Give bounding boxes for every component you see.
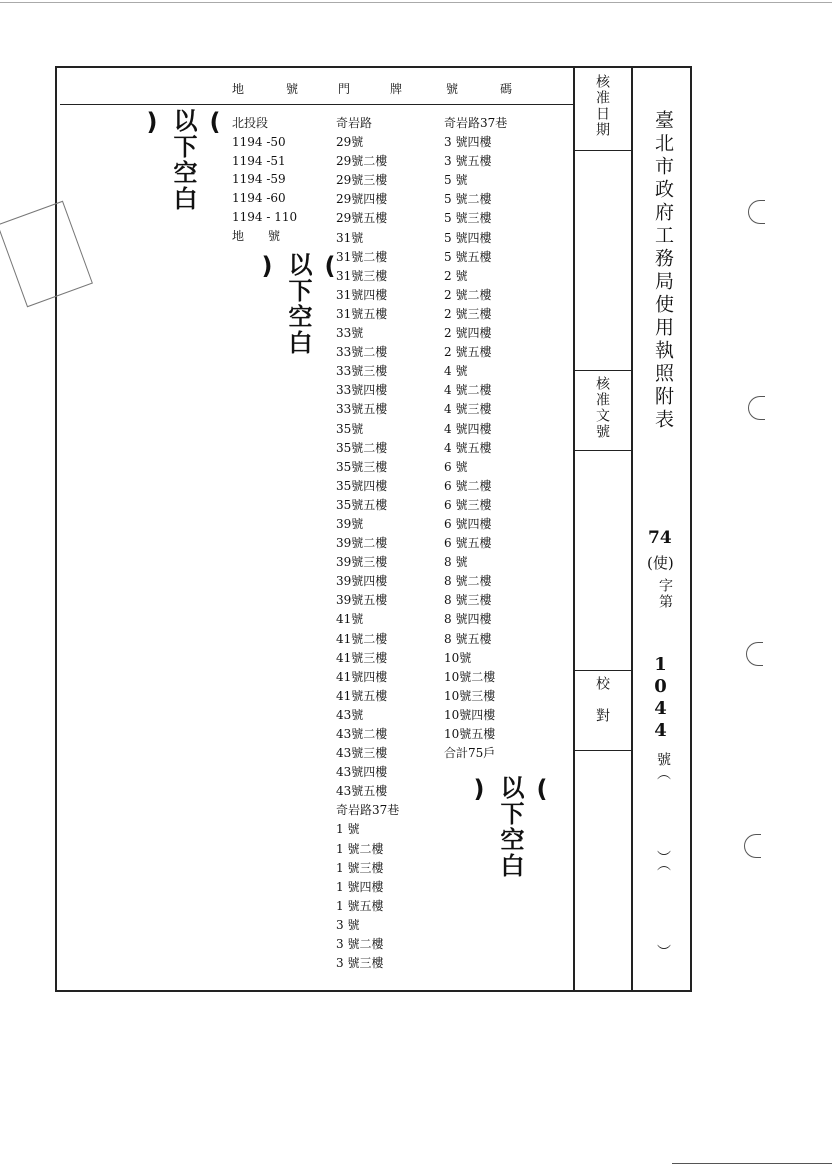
list-item: 奇岩路 — [336, 116, 373, 130]
list-item: 6 號二樓 — [444, 478, 492, 493]
list-item: 31號五樓 — [336, 306, 388, 321]
side-divider-3 — [575, 450, 632, 451]
list-item: 10號五樓 — [444, 727, 496, 741]
list-item: 33號四樓 — [336, 383, 388, 398]
list-item: 3 號 — [336, 917, 360, 932]
list-item: 1194 -60 — [232, 191, 286, 206]
list-item: 33號五樓 — [336, 402, 388, 417]
header-char-5: 號 — [446, 82, 460, 96]
list-item: 41號五樓 — [336, 688, 388, 703]
list-item: 33號二樓 — [336, 345, 388, 360]
list-item: 43號四樓 — [336, 765, 388, 780]
paren-pair: ）（ — [655, 850, 671, 871]
punch-hole-icon — [744, 834, 761, 858]
list-item: 39號四樓 — [336, 574, 388, 589]
list-item: 合計75戶 — [444, 746, 496, 761]
list-item: 41號四樓 — [336, 669, 388, 684]
list-item: 39號 — [336, 516, 364, 531]
list-item: 5 號三樓 — [444, 211, 492, 226]
list-item: 43號二樓 — [336, 727, 388, 741]
list-item: 8 號 — [444, 555, 468, 570]
list-item: 4 號二樓 — [444, 383, 492, 398]
header-char-1: 地 — [232, 82, 246, 96]
list-item: 10號三樓 — [444, 688, 496, 703]
list-item: 10號 — [444, 650, 472, 665]
form-title: 臺北市政府工務局使用執照附表 — [652, 110, 674, 432]
list-item: 2 號五樓 — [444, 345, 492, 360]
side-panel-right-border — [631, 66, 633, 992]
list-item: 4 號三樓 — [444, 402, 492, 417]
list-item: 1 號三樓 — [336, 860, 384, 875]
list-item: 41號三樓 — [336, 650, 388, 665]
approval-doc-label: 核准文號 — [594, 376, 610, 440]
list-item: 1 號四樓 — [336, 879, 384, 894]
list-item: 29號二樓 — [336, 154, 388, 169]
license-code: (使) — [647, 554, 674, 572]
punch-hole-icon — [746, 642, 763, 666]
side-divider-4 — [575, 670, 632, 671]
list-item: 35號三樓 — [336, 459, 388, 474]
year-number: 74 — [648, 528, 672, 548]
address-column-2 — [444, 114, 554, 763]
list-item: 29號五樓 — [336, 211, 388, 226]
header-char-4: 牌 — [390, 82, 404, 96]
list-item: 6 號 — [444, 459, 468, 474]
list-item: 4 號 — [444, 364, 468, 379]
list-item: 10號四樓 — [444, 707, 496, 722]
list-item: 8 號四樓 — [444, 612, 492, 627]
side-divider-5 — [575, 750, 632, 751]
blank-mark-2: ( 以下空白 ) — [253, 252, 344, 356]
list-item: 3 號四樓 — [444, 135, 492, 150]
list-item: 1194 -50 — [232, 134, 286, 149]
list-item: 1194 -51 — [232, 153, 286, 168]
paren-close: ） — [655, 944, 671, 958]
list-item: 35號二樓 — [336, 440, 388, 455]
list-item: 31號 — [336, 230, 364, 245]
header-char-3: 門 — [338, 82, 352, 96]
list-item: 1 號五樓 — [336, 898, 384, 913]
list-item: 5 號二樓 — [444, 192, 492, 207]
list-item: 29號四樓 — [336, 192, 388, 207]
side-panel-left-border — [573, 66, 575, 992]
header-char-2: 號 — [286, 82, 300, 96]
list-item: 39號五樓 — [336, 593, 388, 608]
address-column-1 — [336, 114, 446, 973]
header-char-6: 碼 — [500, 82, 514, 96]
list-item: 6 號四樓 — [444, 516, 492, 531]
land-number-column — [232, 114, 342, 246]
list-item: 5 號 — [444, 173, 468, 188]
list-item: 35號四樓 — [336, 478, 388, 493]
list-item: 6 號五樓 — [444, 536, 492, 551]
list-item: 35號五樓 — [336, 497, 388, 512]
list-item: 31號四樓 — [336, 287, 388, 302]
list-item: 33號 — [336, 326, 364, 341]
punch-hole-icon — [748, 396, 765, 420]
list-item: 8 號五樓 — [444, 631, 492, 646]
list-item: 39號二樓 — [336, 536, 388, 551]
list-item: 33號三樓 — [336, 364, 388, 379]
proofread-label: 校 對 — [594, 676, 610, 724]
scan-bottom-line — [672, 1163, 832, 1164]
number-suffix: 號（ — [655, 752, 671, 780]
list-item: 41號二樓 — [336, 631, 388, 646]
side-divider-2 — [575, 370, 632, 371]
punch-hole-icon — [748, 200, 765, 224]
list-item: 3 號三樓 — [336, 956, 384, 971]
list-item: 5 號四樓 — [444, 230, 492, 245]
list-item: 31號二樓 — [336, 249, 388, 264]
header-divider — [60, 104, 575, 105]
blank-mark-1: ( 以下空白 ) — [138, 108, 229, 212]
list-item: 1 號二樓 — [336, 841, 384, 856]
list-item: 39號三樓 — [336, 555, 388, 570]
list-item: 4 號五樓 — [444, 440, 492, 455]
list-item: 43號三樓 — [336, 746, 388, 761]
list-item: 4 號四樓 — [444, 421, 492, 436]
list-item: 31號三樓 — [336, 268, 388, 283]
blank-mark-3: ( 以下空白 ) — [465, 775, 556, 879]
list-item: 北投段 — [232, 116, 269, 130]
list-item: 41號 — [336, 612, 364, 627]
list-item: 2 號 — [444, 268, 468, 283]
list-item: 2 號三樓 — [444, 306, 492, 321]
list-item: 8 號二樓 — [444, 574, 492, 589]
list-item: 奇岩路37巷 — [444, 116, 508, 130]
approval-date-label: 核准日期 — [594, 74, 610, 138]
list-item: 2 號二樓 — [444, 287, 492, 302]
list-item: 29號三樓 — [336, 173, 388, 188]
license-number: 1044 — [650, 654, 671, 742]
list-item: 5 號五樓 — [444, 249, 492, 264]
list-item: 3 號五樓 — [444, 154, 492, 169]
list-item: 43號 — [336, 707, 364, 722]
list-item: 1194 -59 — [232, 172, 286, 187]
list-item: 1 號 — [336, 822, 360, 837]
scan-top-edge — [0, 2, 832, 3]
list-item: 2 號四樓 — [444, 326, 492, 341]
list-item: 29號 — [336, 135, 364, 150]
side-divider-1 — [575, 150, 632, 151]
list-item: 35號 — [336, 421, 364, 436]
list-item: 地 號 — [232, 228, 281, 243]
list-item: 43號五樓 — [336, 784, 388, 799]
list-item: 10號二樓 — [444, 669, 496, 684]
word-number-label: 字第 — [657, 578, 673, 610]
list-item: 1194 - 110 — [232, 209, 298, 224]
list-item: 3 號二樓 — [336, 937, 384, 952]
list-item: 奇岩路37巷 — [336, 803, 400, 818]
list-item: 8 號三樓 — [444, 593, 492, 608]
list-item: 6 號三樓 — [444, 497, 492, 512]
